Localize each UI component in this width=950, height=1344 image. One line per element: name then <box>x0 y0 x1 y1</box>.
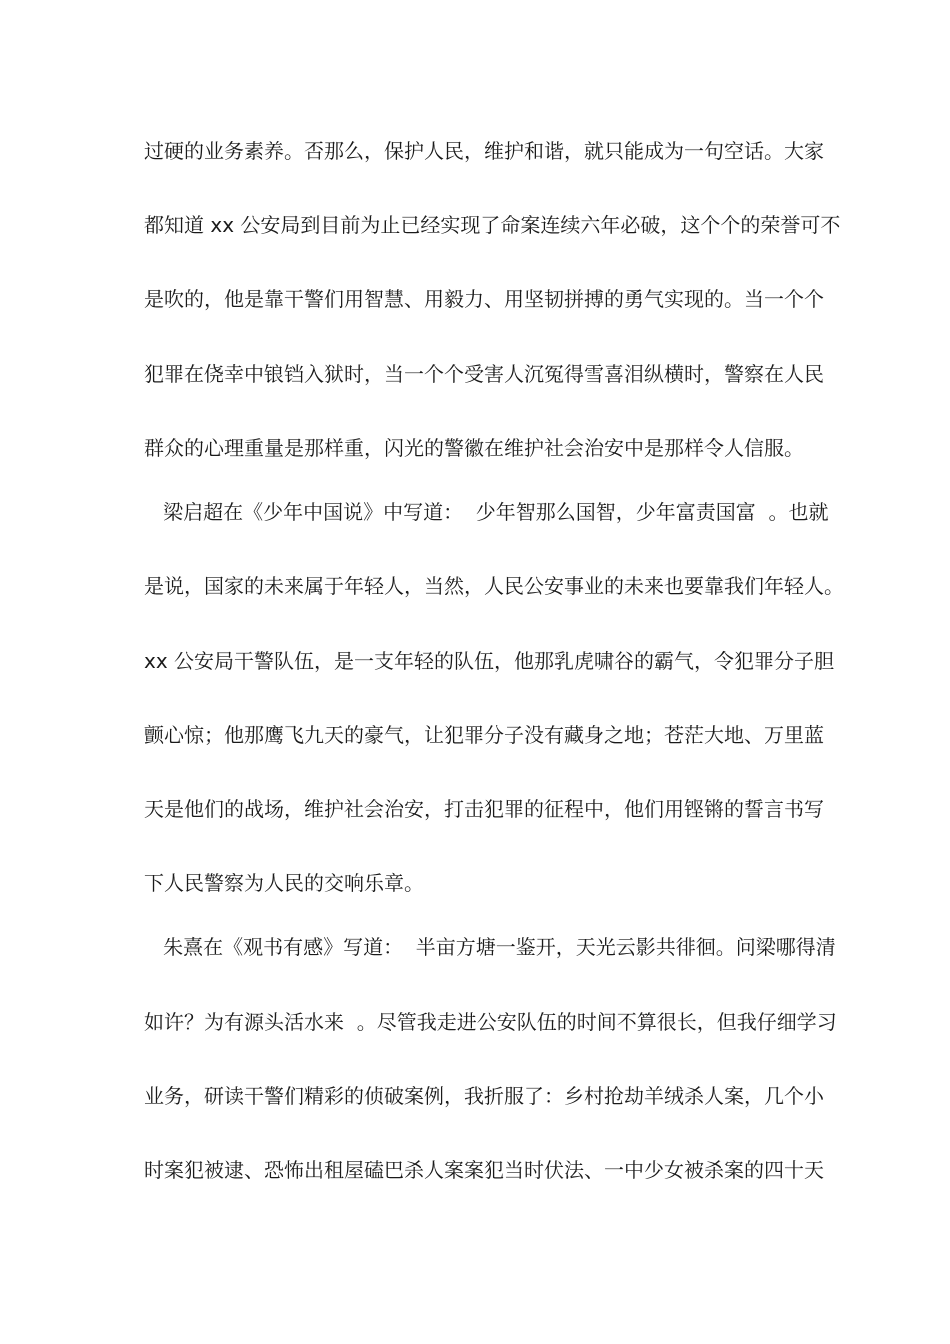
text-line: 梁启超在《少年中国说》中写道： 少年智那么国智，少年富责国富 。也就 <box>144 500 829 524</box>
text-line: 如许？为有源头活水来 。尽管我走进公安队伍的时间不算很长，但我仔细学习 <box>144 1010 837 1034</box>
text-line: xx 公安局干警队伍，是一支年轻的队伍，他那乳虎啸谷的霸气，令犯罪分子胆 <box>144 649 835 673</box>
text-line: 时案犯被逮、恐怖出租屋磕巴杀人案案犯当时伏法、一中少女被杀案的四十天 <box>144 1158 824 1182</box>
text-line: 是说，国家的未来属于年轻人，当然，人民公安事业的未来也要靠我们年轻人。 <box>144 574 844 598</box>
text-line: 都知道 xx 公安局到目前为止已经实现了命案连续六年必破，这个个的荣誉可不 <box>144 213 841 237</box>
text-line: 天是他们的战场，维护社会治安，打击犯罪的征程中，他们用铿锵的誓言书写 <box>144 797 824 821</box>
text-line: 过硬的业务素养。否那么，保护人民，维护和谐，就只能成为一句空话。大家 <box>144 139 824 163</box>
text-line: 颤心惊；他那鹰飞九天的豪气，让犯罪分子没有藏身之地；苍茫大地、万里蓝 <box>144 723 824 747</box>
text-line: 业务，研读干警们精彩的侦破案例，我折服了：乡村抢劫羊绒杀人案，几个小 <box>144 1084 824 1108</box>
text-line: 犯罪在侥幸中锒铛入狱时，当一个个受害人沉冤得雪喜泪纵横时，警察在人民 <box>144 362 824 386</box>
text-line: 朱熹在《观书有感》写道： 半亩方塘一鉴开，天光云影共徘徊。问梁哪得清 <box>144 935 836 959</box>
text-line: 下人民警察为人民的交响乐章。 <box>144 871 424 895</box>
text-line: 群众的心理重量是那样重，闪光的警徽在维护社会治安中是那样令人信服。 <box>144 436 804 460</box>
text-line: 是吹的，他是靠干警们用智慧、用毅力、用坚韧拼搏的勇气实现的。当一个个 <box>144 287 824 311</box>
